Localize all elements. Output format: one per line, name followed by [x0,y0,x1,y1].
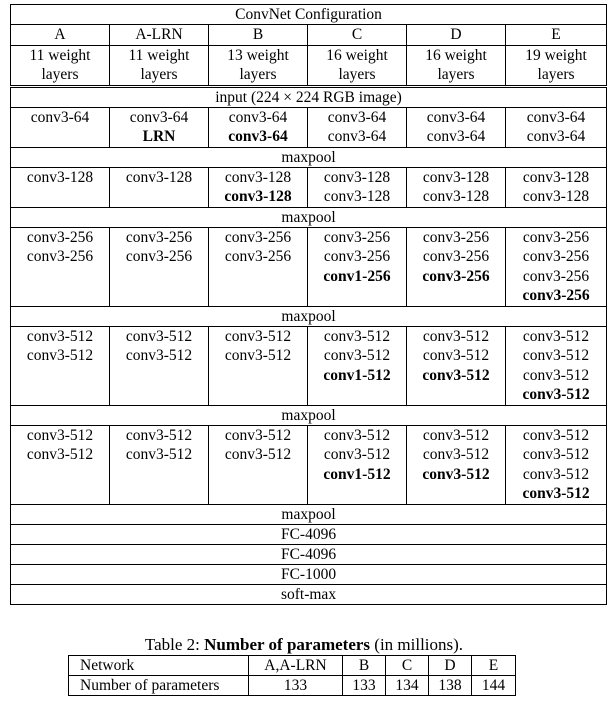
layer-cell [11,167,110,207]
maxpool-cell: maxpool [11,147,607,167]
convnet-configuration-table [10,4,607,605]
input-cell: input (224 × 224 RGB image) [11,86,607,107]
layer-label: conv1-256 [323,267,391,285]
layer-label: conv3-64 [426,128,486,145]
layer-cell [110,227,209,306]
layer-label: conv3-128 [522,168,590,186]
tail-row [11,564,607,584]
layer-label: conv3-512 [323,347,391,364]
layer-label: conv3-512 [522,327,590,345]
layer-cell [11,227,110,306]
maxpool-cell: maxpool [11,405,607,425]
tail-maxpool-cell: maxpool [11,504,607,524]
column-desc [11,45,110,86]
layer-cell [407,425,506,504]
layer-label: conv3-256 [224,248,292,265]
layer-label: conv3-512 [522,366,590,384]
layer-label: conv3-128 [224,168,292,186]
column-desc [308,45,407,86]
desc-line: 16 weight [425,46,487,64]
params-value-row [69,676,516,696]
params-value-cell: 134 [386,676,429,696]
layer-label: conv3-512 [323,426,391,444]
layer-cell [209,227,308,306]
layer-label: conv3-64 [228,108,288,126]
layer-label: conv1-512 [323,366,391,384]
layer-label: conv3-512 [224,446,292,463]
layer-cell [11,326,110,405]
layer-label: conv3-512 [323,446,391,463]
layer-label: conv3-64 [426,108,486,126]
layer-label: conv3-512 [224,426,292,444]
layer-block-2 [11,167,607,207]
params-value-cell: 133 [249,676,343,696]
layer-label: conv3-512 [125,327,193,345]
layer-label: conv3-512 [26,327,94,345]
maxpool-row [11,147,607,167]
layer-label: conv3-512 [422,327,490,345]
layer-cell [110,167,209,207]
parameters-table [68,655,516,696]
layer-label: LRN [142,128,176,145]
params-value-cell: Number of parameters [69,676,249,696]
layer-label: conv3-256 [323,248,391,265]
layer-label: conv3-64 [526,108,586,126]
layer-cell [11,425,110,504]
layer-cell [506,167,607,207]
maxpool-cell: maxpool [11,207,607,227]
layer-block-5 [11,425,607,504]
column-desc [506,45,607,86]
layer-cell [308,107,407,147]
desc-line: 11 weight [128,46,190,64]
layer-label: conv3-512 [125,446,193,463]
layer-cell [506,227,607,306]
layer-label: conv3-512 [125,426,193,444]
desc-line: 13 weight [227,46,289,64]
layer-label: conv3-256 [26,248,94,265]
layer-label: conv3-512 [422,446,490,463]
params-value-cell: 138 [429,676,472,696]
layer-label: conv3-512 [522,386,590,403]
layer-label: conv3-512 [26,426,94,444]
layer-label: conv3-256 [422,248,490,265]
desc-line: 11 weight [29,46,91,64]
layer-label: conv3-128 [323,168,391,186]
fc-1000-cell: FC-1000 [11,564,607,584]
layer-label: conv1-512 [323,465,391,483]
config-title-row [11,5,607,25]
layer-label: conv3-512 [224,347,292,364]
params-value-cell: 133 [343,676,386,696]
layer-cell [407,107,506,147]
column-name: A [11,25,110,46]
params-header-cell: B [343,656,386,676]
layer-cell [506,107,607,147]
layer-label: conv3-128 [422,168,490,186]
layer-cell [308,167,407,207]
params-header-cell: D [429,656,472,676]
layer-label: conv3-64 [30,108,90,126]
column-desc [407,45,506,86]
column-name: A-LRN [110,25,209,46]
layer-cell [308,227,407,306]
config-title: ConvNet Configuration [11,5,607,25]
layer-cell [506,425,607,504]
layer-label: conv3-512 [224,327,292,345]
layer-cell [407,227,506,306]
tail-row [11,504,607,524]
layer-cell [407,167,506,207]
layer-label: conv3-256 [224,228,292,246]
column-name: D [407,25,506,46]
column-name: B [209,25,308,46]
desc-line: 19 weight [525,46,587,64]
layer-cell [110,107,209,147]
table-2-caption [0,635,608,655]
layer-label: conv3-64 [129,108,189,126]
params-value-cell: 144 [472,676,516,696]
layer-cell [407,326,506,405]
layer-label: conv3-256 [522,267,590,285]
layer-cell [110,326,209,405]
fc-4096-cell: FC-4096 [11,544,607,564]
layer-label: conv3-256 [422,267,490,285]
layer-label: conv3-512 [26,347,94,364]
layer-label: conv3-256 [125,248,193,265]
softmax-cell: soft-max [11,584,607,604]
layer-cell [209,326,308,405]
layer-label: conv3-512 [422,426,490,444]
layer-label: conv3-512 [522,485,590,502]
maxpool-row [11,405,607,425]
column-desc [209,45,308,86]
caption-prefix: Table 2: [144,635,205,654]
layer-cell [110,425,209,504]
layer-label: conv3-256 [522,248,590,265]
caption-bold: Number of parameters [204,635,371,654]
layer-label: conv3-512 [422,347,490,364]
layer-label: conv3-512 [422,465,490,483]
layer-cell [11,107,110,147]
layer-label: conv3-512 [125,347,193,364]
tail-row [11,524,607,544]
layer-label: conv3-64 [526,128,586,145]
layer-block-3 [11,227,607,306]
layer-label: conv3-128 [26,168,94,186]
desc-line: 16 weight [326,46,388,64]
maxpool-cell: maxpool [11,306,607,326]
layer-cell [308,326,407,405]
layer-block-4 [11,326,607,405]
desc-line: layers [338,66,376,83]
layer-label: conv3-128 [522,188,590,205]
params-header-cell: C [386,656,429,676]
layer-label: conv3-64 [228,128,288,145]
layer-label: conv3-128 [323,188,391,205]
maxpool-row [11,306,607,326]
desc-line: layers [239,66,277,83]
tail-row [11,544,607,564]
layer-label: conv3-512 [422,366,490,384]
input-row [11,86,607,107]
column-name: C [308,25,407,46]
layer-label: conv3-512 [522,426,590,444]
layer-label: conv3-512 [323,327,391,345]
layer-label: conv3-64 [327,108,387,126]
desc-line: layers [140,66,178,83]
column-desc [110,45,209,86]
layer-label: conv3-128 [125,168,193,186]
caption-suffix: (in millions). [370,635,464,654]
layer-label: conv3-128 [224,188,292,205]
desc-line: layers [41,66,79,83]
params-header-cell: Network [69,656,249,676]
fc-4096-cell: FC-4096 [11,524,607,544]
layer-label: conv3-512 [522,465,590,483]
layer-label: conv3-512 [522,347,590,364]
layer-label: conv3-64 [327,128,387,145]
layer-block-1 [11,107,607,147]
layer-label: conv3-128 [422,188,490,205]
desc-line: layers [437,66,475,83]
layer-cell [308,425,407,504]
layer-label: conv3-256 [323,228,391,246]
params-header-row [69,656,516,676]
layer-label: conv3-256 [422,228,490,246]
params-header-cell: E [472,656,516,676]
column-desc-row [11,45,607,86]
layer-label: conv3-256 [26,228,94,246]
layer-cell [209,107,308,147]
column-name-row [11,25,607,46]
layer-cell [209,425,308,504]
layer-label: conv3-512 [522,446,590,463]
tail-row [11,584,607,604]
layer-label: conv3-256 [522,287,590,304]
layer-label: conv3-512 [26,446,94,463]
maxpool-row [11,207,607,227]
layer-label: conv3-256 [125,228,193,246]
layer-label: conv3-256 [522,228,590,246]
params-header-cell: A,A-LRN [249,656,343,676]
desc-line: layers [537,66,575,83]
layer-cell [506,326,607,405]
layer-cell [209,167,308,207]
column-name: E [506,25,607,46]
